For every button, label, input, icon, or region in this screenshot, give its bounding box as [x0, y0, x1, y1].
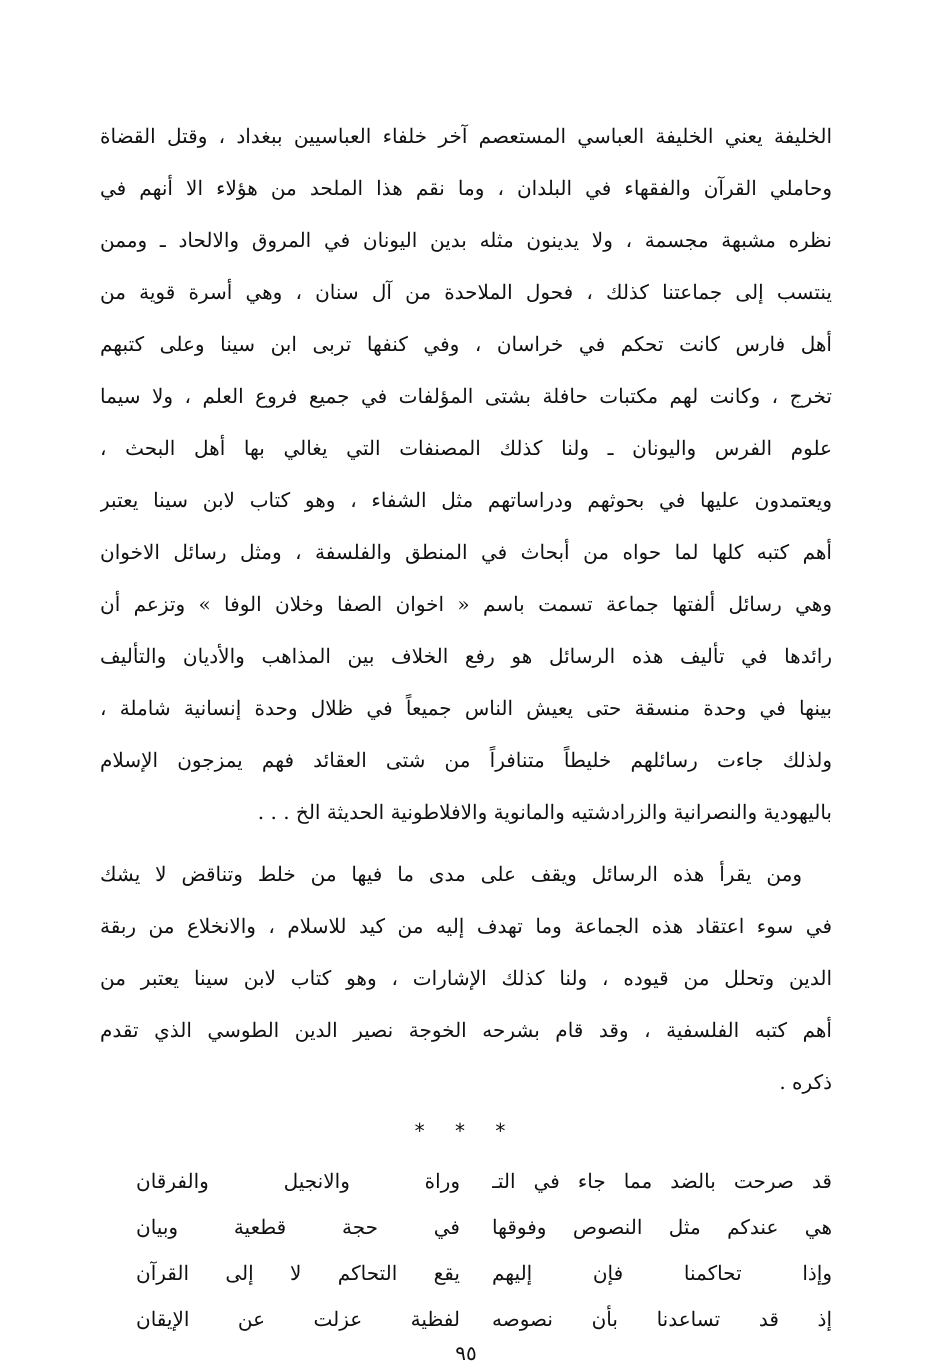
poem-verse-2-second-hemistich: في حجة قطعية وبيان: [136, 1215, 460, 1239]
paragraph-1-line-12: بينها في وحدة منسقة حتى يعيش الناس جميعاً في ظلال وحدة إنسانية شاملة ،: [100, 696, 832, 720]
poem-verse-3-first-hemistich: وإذا تحاكمنا فإن إليهم: [492, 1261, 832, 1285]
paragraph-1-line-6: تخرج ، وكانت لهم مكتبات حافلة بشتى المؤلفات في جميع فروع العلم ، ولا سيما: [100, 384, 832, 408]
paragraph-1-line-10: وهي رسائل ألفتها جماعة تسمت باسم « اخوان الصفا وخلان الوفا » وتزعم أن: [100, 592, 832, 616]
poem-verse-4-second-hemistich: لفظية عزلت عن الإيقان: [136, 1307, 460, 1331]
poem-verse-3-second-hemistich: يقع التحاكم لا إلى القرآن: [136, 1261, 460, 1285]
paragraph-2-line-2: في سوء اعتقاد هذه الجماعة وما تهدف إليه من كيد للاسلام ، والانخلاع من ربقة: [100, 914, 832, 938]
poem-verse-1-first-hemistich: قد صرحت بالضد مما جاء في التـ: [492, 1169, 832, 1193]
section-separator: * * *: [414, 1119, 518, 1143]
paragraph-1-line-3: نظره مشبهة مجسمة ، ولا يدينون مثله بدين اليونان في المروق والالحاد ـ وممن: [100, 228, 832, 252]
paragraph-2-line-4: أهم كتبه الفلسفية ، وقد قام بشرحه الخوجة نصير الدين الطوسي الذي تقدم: [100, 1018, 832, 1042]
paragraph-1-line-1: الخليفة يعني الخليفة العباسي المستعصم آخر خلفاء العباسيين ببغداد ، وقتل القضاة: [100, 124, 832, 148]
paragraph-1-line-13: ولذلك جاءت رسائلهم خليطاً متنافراً من شتى العقائد فهم يمزجون الإسلام: [100, 748, 832, 772]
paragraph-2-line-1: ومن يقرأ هذه الرسائل ويقف على مدى ما فيها من خلط وتناقض لا يشك: [100, 862, 802, 886]
paragraph-1-line-4: ينتسب إلى جماعتنا كذلك ، فحول الملاحدة من آل سنان ، وهي أسرة قوية من: [100, 280, 832, 304]
paragraph-1-line-5: أهل فارس كانت تحكم في خراسان ، وفي كنفها تربى ابن سينا وعلى كتبهم: [100, 332, 832, 356]
poem-verse-1-second-hemistich: وراة والانجيل والفرقان: [136, 1169, 460, 1193]
paragraph-2-line-3: الدين وتحلل من قيوده ، ولنا كذلك الإشارات ، وهو كتاب لابن سينا يعتبر من: [100, 966, 832, 990]
paragraph-1-line-7: علوم الفرس واليونان ـ ولنا كذلك المصنفات التي يغالي بها أهل البحث ،: [100, 436, 832, 460]
paragraph-1-line-11: رائدها في تأليف هذه الرسائل هو رفع الخلاف بين المذاهب والأديان والتأليف: [100, 644, 832, 668]
poem-verse-2-first-hemistich: هي عندكم مثل النصوص وفوقها: [492, 1215, 832, 1239]
poem-verse-4-first-hemistich: إذ قد تساعدنا بأن نصوصه: [492, 1307, 832, 1331]
paragraph-1-line-14: باليهودية والنصرانية والزرادشتيه والمانوية والافلاطونية الحديثة الخ . . .: [257, 800, 832, 824]
paragraph-1-line-2: وحاملي القرآن والفقهاء في البلدان ، وما نقم هذا الملحد من هؤلاء الا أنهم في: [100, 176, 832, 200]
paragraph-1-line-8: ويعتمدون عليها في بحوثهم ودراساتهم مثل الشفاء ، وهو كتاب لابن سينا يعتبر: [100, 488, 832, 512]
paragraph-2-line-5: ذكره .: [779, 1070, 832, 1094]
page-number: ٩٥: [455, 1341, 477, 1365]
paragraph-1-line-9: أهم كتبه كلها لما حواه من أبحاث في المنطق والفلسفة ، ومثل رسائل الاخوان: [100, 540, 832, 564]
